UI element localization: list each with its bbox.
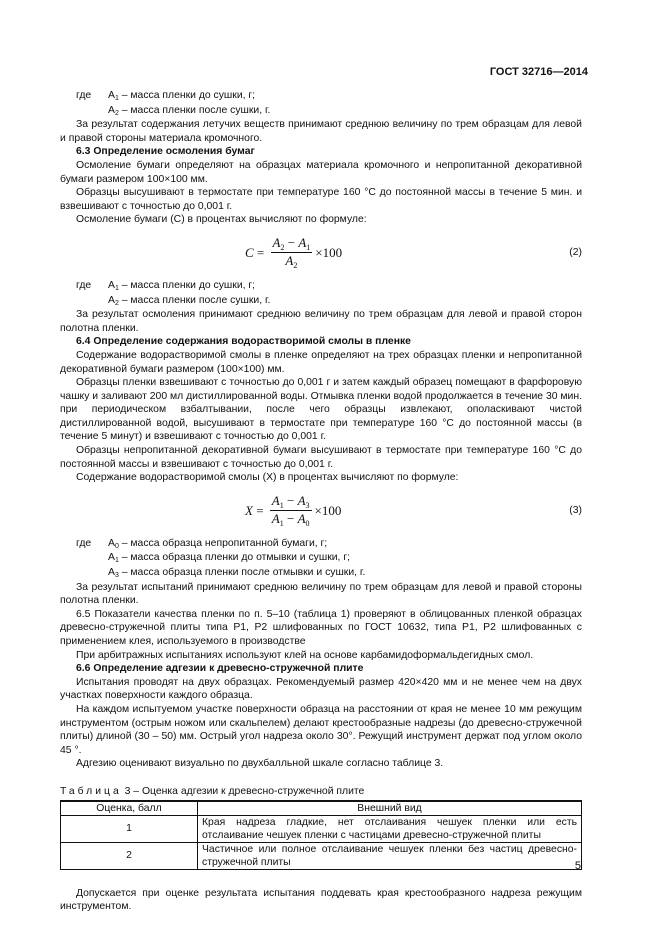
where-item: A1 – масса пленки до сушки, г; [108, 90, 256, 102]
paragraph: Образцы непропитанной декоративной бумаги высушивают в термостате при температуре 160 °С до постоянной массы и взвешивают с точностью до 0,001 г. [60, 445, 582, 470]
paragraph: Испытания проводят на двух образцах. Рекомендуемый размер 420×420 мм и не менее чем на двух участках поверхности каждого образца. [60, 676, 582, 702]
table-caption: Таблица 3 – Оценка адгезии к древесно-стружечной плите [60, 785, 365, 797]
page-content [60, 89, 582, 914]
where-label: где [76, 90, 92, 101]
where-item: A0 – масса образца непропитанной бумаги, г; [108, 537, 328, 550]
score-cell: 2 [61, 842, 198, 869]
score-cell: 1 [61, 815, 198, 842]
formula-number: (3) [569, 504, 582, 516]
view-cell: Частичное или полное отслаивание чешуек пленки без частиц древесно-стружечной плиты [198, 842, 582, 869]
formula-number: (2) [569, 246, 582, 258]
column-header-score: Оценка, балл [61, 801, 198, 816]
where-item: A1 – масса образца пленки до отмывки и сушки, г; [108, 552, 350, 565]
column-header-view: Внешний вид [198, 801, 582, 816]
paragraph: Образцы высушивают в термостате при температуре 160 °С до постоянной массы в течение 5 мин. и взвешивают с точностью до 0,001 г. [60, 187, 582, 212]
paragraph: Осмоление бумаги определяют на образцах материала кромочного и непропитанной декоративной бумаги размером 100×100 мм. [60, 159, 582, 185]
paragraph: Осмоление бумаги (С) в процентах вычисляют по формуле: [76, 214, 367, 226]
paragraph: За результат осмоления принимают среднюю величину по трем образцам для левой и правой сторон полотна пленки. [60, 309, 582, 334]
table-row [61, 815, 582, 842]
paragraph: За результат испытаний принимают среднюю величину по трем образцам для левой и правой стороны полотна пленки. [60, 581, 582, 607]
where-label: где [76, 279, 92, 291]
where-item: A2 – масса пленки после сушки, г. [108, 104, 271, 117]
paragraph: Содержание водорастворимой смолы (Х) в процентах вычисляют по формуле: [76, 472, 459, 484]
section-heading-6-6: 6.6 Определение адгезии к древесно-стружечной плите [76, 663, 364, 675]
standard-code: ГОСТ 32716—2014 [489, 66, 588, 78]
section-heading-6-4: 6.4 Определение содержания водорастворимой смолы в пленке [76, 336, 411, 348]
page-number: 5 [574, 860, 581, 872]
section-heading-6-3: 6.3 Определение осмоления бумаг [76, 146, 255, 158]
paragraph: Допускается при оценке результата испытания поддевать края крестообразного надреза режущим инструментом. [60, 887, 582, 913]
table-header-row [61, 801, 582, 816]
where-block-3 [60, 537, 582, 581]
where-item: A1 – масса пленки до сушки, г; [108, 279, 256, 292]
paragraph: Содержание водорастворимой смолы в пленке определяют на трех образцах пленки и непропитанной декоративной бумаги размером (100×100) мм. [60, 349, 582, 375]
paragraph: Образцы пленки взвешивают с точностью до 0,001 г и затем каждый образец помещают в фарфоровую чашку и заливают 200 мл дистиллированной воды. Отмывка пленки водой продолжается в течение 30 мин. при периодическом взбалтывании, после чего образцы извлекают, ополаскивают чистой дистиллированной водой, высушивают в термостате при температуре 160 °С до постоянной массы (в течение 5 минут) и взвешивают с точностью до 0,001 г. [60, 377, 582, 443]
paragraph: Адгезию оценивают визуально по двухбалльной шкале согласно таблице 3. [76, 758, 444, 770]
paragraph: При арбитражных испытаниях используют клей на основе карбамидоформальдегидных смол. [76, 649, 534, 661]
formula-2: C = $\frac{A_2 - A_1}{A_2}$ ×100 (2) [245, 235, 582, 271]
formula-3: X = $\frac{A_1 - A_3}{A_1 - A_0}$ ×100 (3) [245, 493, 582, 529]
where-label: где [76, 537, 92, 549]
adhesion-table [60, 800, 582, 870]
table-row [61, 842, 582, 869]
paragraph: На каждом испытуемом участке поверхности образца на расстоянии от края не менее 10 мм режущим инструментом (острым ножом или скальпелем) делают крестообразные надрезы (до древесно-стружечной плиты) длиной (30 – 50) мм. Острый угол надреза около 30°. Режущий инструмент держат под углом около 45 °. [60, 703, 582, 756]
paragraph: За результат содержания летучих веществ принимают среднюю величину по трем образцам для левой и правой стороны материала кромочного. [60, 119, 582, 144]
where-block-1 [60, 89, 582, 118]
where-item: A2 – масса пленки после сушки, г. [108, 294, 271, 307]
where-item: A3 – масса образца пленки после отмывки и сушки, г. [108, 567, 366, 580]
view-cell: Края надреза гладкие, нет отслаивания чешуек пленки или есть отслаивание чешуек пленки с частицами древесно-стружечной плиты [198, 815, 582, 842]
where-block-2 [60, 279, 582, 308]
paragraph-6-5: 6.5 Показатели качества пленки по п. 5–10 (таблица 1) проверяют в облицованных пленкой образцах древесно-стружечной плиты типа Р1, Р2 шлифованных по ГОСТ 10632, типа Р1, Р2 шлифованных с применением клея, используемого в производстве [60, 608, 582, 647]
